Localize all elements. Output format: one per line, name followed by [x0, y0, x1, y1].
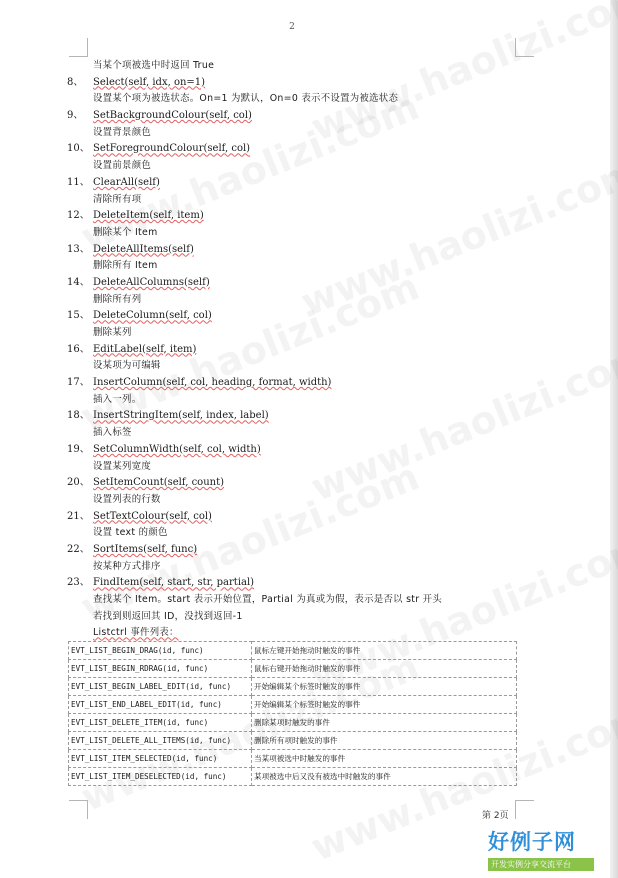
- method-signature-line: [67, 542, 527, 559]
- events-title: [67, 625, 527, 642]
- method-signature: SetColumnWidth(self, col, width): [93, 443, 261, 455]
- event-row: [69, 660, 517, 678]
- logo-title: 好例子网: [488, 830, 576, 854]
- events-table: [68, 641, 517, 786]
- method-list: [67, 75, 527, 609]
- method-number: 10、: [67, 143, 90, 155]
- method-signature-line: [67, 275, 527, 292]
- event-description: 删除所有项时触发的事件: [252, 732, 517, 750]
- method-signature: Select(self, idx, on=1): [93, 76, 206, 88]
- event-name: EVT_LIST_DELETE_ALL_ITEMS(id, func): [69, 732, 252, 750]
- method-description: 设置背景颜色: [93, 126, 152, 138]
- method-description: 设置列表的行数: [93, 493, 161, 505]
- intro-description: 当某个项被选中时返回 True: [93, 60, 215, 71]
- event-description: 鼠标右键开始拖动时触发的事件: [252, 660, 517, 678]
- margin-corner-mark: [515, 38, 534, 57]
- method-description: 设置某个项为被选状态。On=1 为默认，On=0 表示不设置为被选状态: [93, 93, 399, 105]
- method-signature: DeleteAllItems(self): [93, 243, 194, 255]
- method-signature-line: [67, 375, 527, 392]
- method-number: 15、: [67, 310, 90, 322]
- event-row: [69, 678, 517, 696]
- event-row: [69, 714, 517, 732]
- method-number: 16、: [67, 343, 90, 355]
- method-signature: SetTextColour(self, col): [93, 510, 212, 522]
- method-signature: FindItem(self, start, str, partial): [93, 577, 255, 589]
- event-description: 某项被选中后又没有被选中时触发的事件: [252, 768, 517, 786]
- method-description: 删除某列: [93, 327, 132, 338]
- method-number: 18、: [67, 410, 90, 422]
- method-description: 删除某个 Item: [93, 226, 158, 238]
- method-description: 设置 text 的颜色: [93, 527, 168, 539]
- method-signature-line: [67, 175, 527, 192]
- method-signature: InsertStringItem(self, index, label): [93, 410, 269, 422]
- event-row: [69, 768, 517, 786]
- event-row: [69, 750, 517, 768]
- method-number: 14、: [67, 276, 90, 288]
- method-description: 查找某个 Item。start 表示开始位置，Partial 为真或为假，表示是否以 str 开头: [93, 594, 443, 605]
- document-body: [67, 58, 527, 642]
- method-signature-line: [67, 242, 527, 259]
- method-signature-line: [67, 408, 527, 425]
- event-row: [69, 696, 517, 714]
- method-signature-line: [67, 342, 527, 359]
- method-signature: InsertColumn(self, col, heading, format, width): [93, 377, 332, 389]
- event-name: EVT_LIST_END_LABEL_EDIT(id, func): [69, 696, 252, 714]
- method-signature-line: [67, 75, 527, 92]
- method-description: 清除所有项: [93, 193, 142, 205]
- method-signature-line: [67, 308, 527, 325]
- method-signature-line: [67, 108, 527, 125]
- method-number: 21、: [67, 510, 90, 522]
- event-name: EVT_LIST_ITEM_DESELECTED(id, func): [69, 768, 252, 786]
- events-title-text: Listctrl 事件列表：: [93, 627, 179, 639]
- method-signature-line: [67, 442, 527, 459]
- method-number: 19、: [67, 443, 90, 455]
- event-description: 当某项被选中时触发的事件: [252, 750, 517, 768]
- method-description: 按某种方式排序: [93, 560, 161, 572]
- event-description: 删除某项时触发的事件: [252, 714, 517, 732]
- method-number: 20、: [67, 477, 90, 489]
- method-signature: SetItemCount(self, count): [93, 477, 225, 489]
- method-signature-line: [67, 575, 527, 592]
- event-description: 鼠标左键开始拖动时触发的事件: [252, 642, 517, 660]
- event-name: EVT_LIST_BEGIN_LABEL_EDIT(id, func): [69, 678, 252, 696]
- event-row: [69, 642, 517, 660]
- method-signature-line: [67, 475, 527, 492]
- method-description: 设某项为可编辑: [93, 360, 161, 372]
- event-name: EVT_LIST_BEGIN_RDRAG(id, func): [69, 660, 252, 678]
- method-description: 插入标签: [93, 427, 132, 439]
- method-signature: DeleteColumn(self, col): [93, 310, 212, 322]
- event-name: EVT_LIST_ITEM_SELECTED(id, func): [69, 750, 252, 768]
- method-description: 设置某列宽度: [93, 460, 152, 472]
- header-page-number: 2: [289, 22, 295, 32]
- event-name: EVT_LIST_BEGIN_DRAG(id, func): [69, 642, 252, 660]
- method-number: 22、: [67, 543, 90, 555]
- method-signature-line: [67, 509, 527, 526]
- margin-corner-mark: [515, 800, 534, 819]
- method-signature: SortItems(self, func): [93, 543, 198, 555]
- margin-corner-mark: [69, 800, 88, 819]
- footer-page-label: 第 2页: [482, 811, 509, 821]
- event-description: 开始编辑某个标签时触发的事件: [252, 678, 517, 696]
- method-signature: EditLabel(self, item): [93, 343, 197, 355]
- method-number: 23、: [67, 577, 90, 589]
- method-description: 设置前景颜色: [93, 160, 152, 172]
- method-description: 删除所有列: [93, 293, 142, 305]
- event-row: [69, 732, 517, 750]
- method-signature-line: [67, 208, 527, 225]
- event-description: 开始编辑某个标签时触发的事件: [252, 696, 517, 714]
- method-signature: SetBackgroundColour(self, col): [93, 110, 252, 122]
- method-description: 插入一列。: [93, 393, 142, 405]
- margin-corner-mark: [69, 38, 88, 57]
- method-number: 12、: [67, 210, 90, 222]
- method-number: 11、: [67, 176, 90, 188]
- method-signature: DeleteItem(self, item): [93, 210, 204, 222]
- method-number: 17、: [67, 377, 90, 389]
- method-number: 13、: [67, 243, 90, 255]
- extra-description: 若找到则返回其 ID，没找到返回-1: [93, 610, 243, 622]
- method-description: 删除所有 Item: [93, 260, 158, 272]
- event-name: EVT_LIST_DELETE_ITEM(id, func): [69, 714, 252, 732]
- site-logo: [488, 826, 594, 872]
- method-signature: ClearAll(self): [93, 176, 160, 188]
- method-signature: DeleteAllColumns(self): [93, 276, 210, 288]
- method-number: 9、: [67, 110, 84, 122]
- method-signature: SetForegroundColour(self, col): [93, 143, 251, 155]
- method-signature-line: [67, 141, 527, 158]
- logo-subtitle: 开发实例分享交流平台: [488, 858, 594, 871]
- method-number: 8、: [67, 76, 84, 88]
